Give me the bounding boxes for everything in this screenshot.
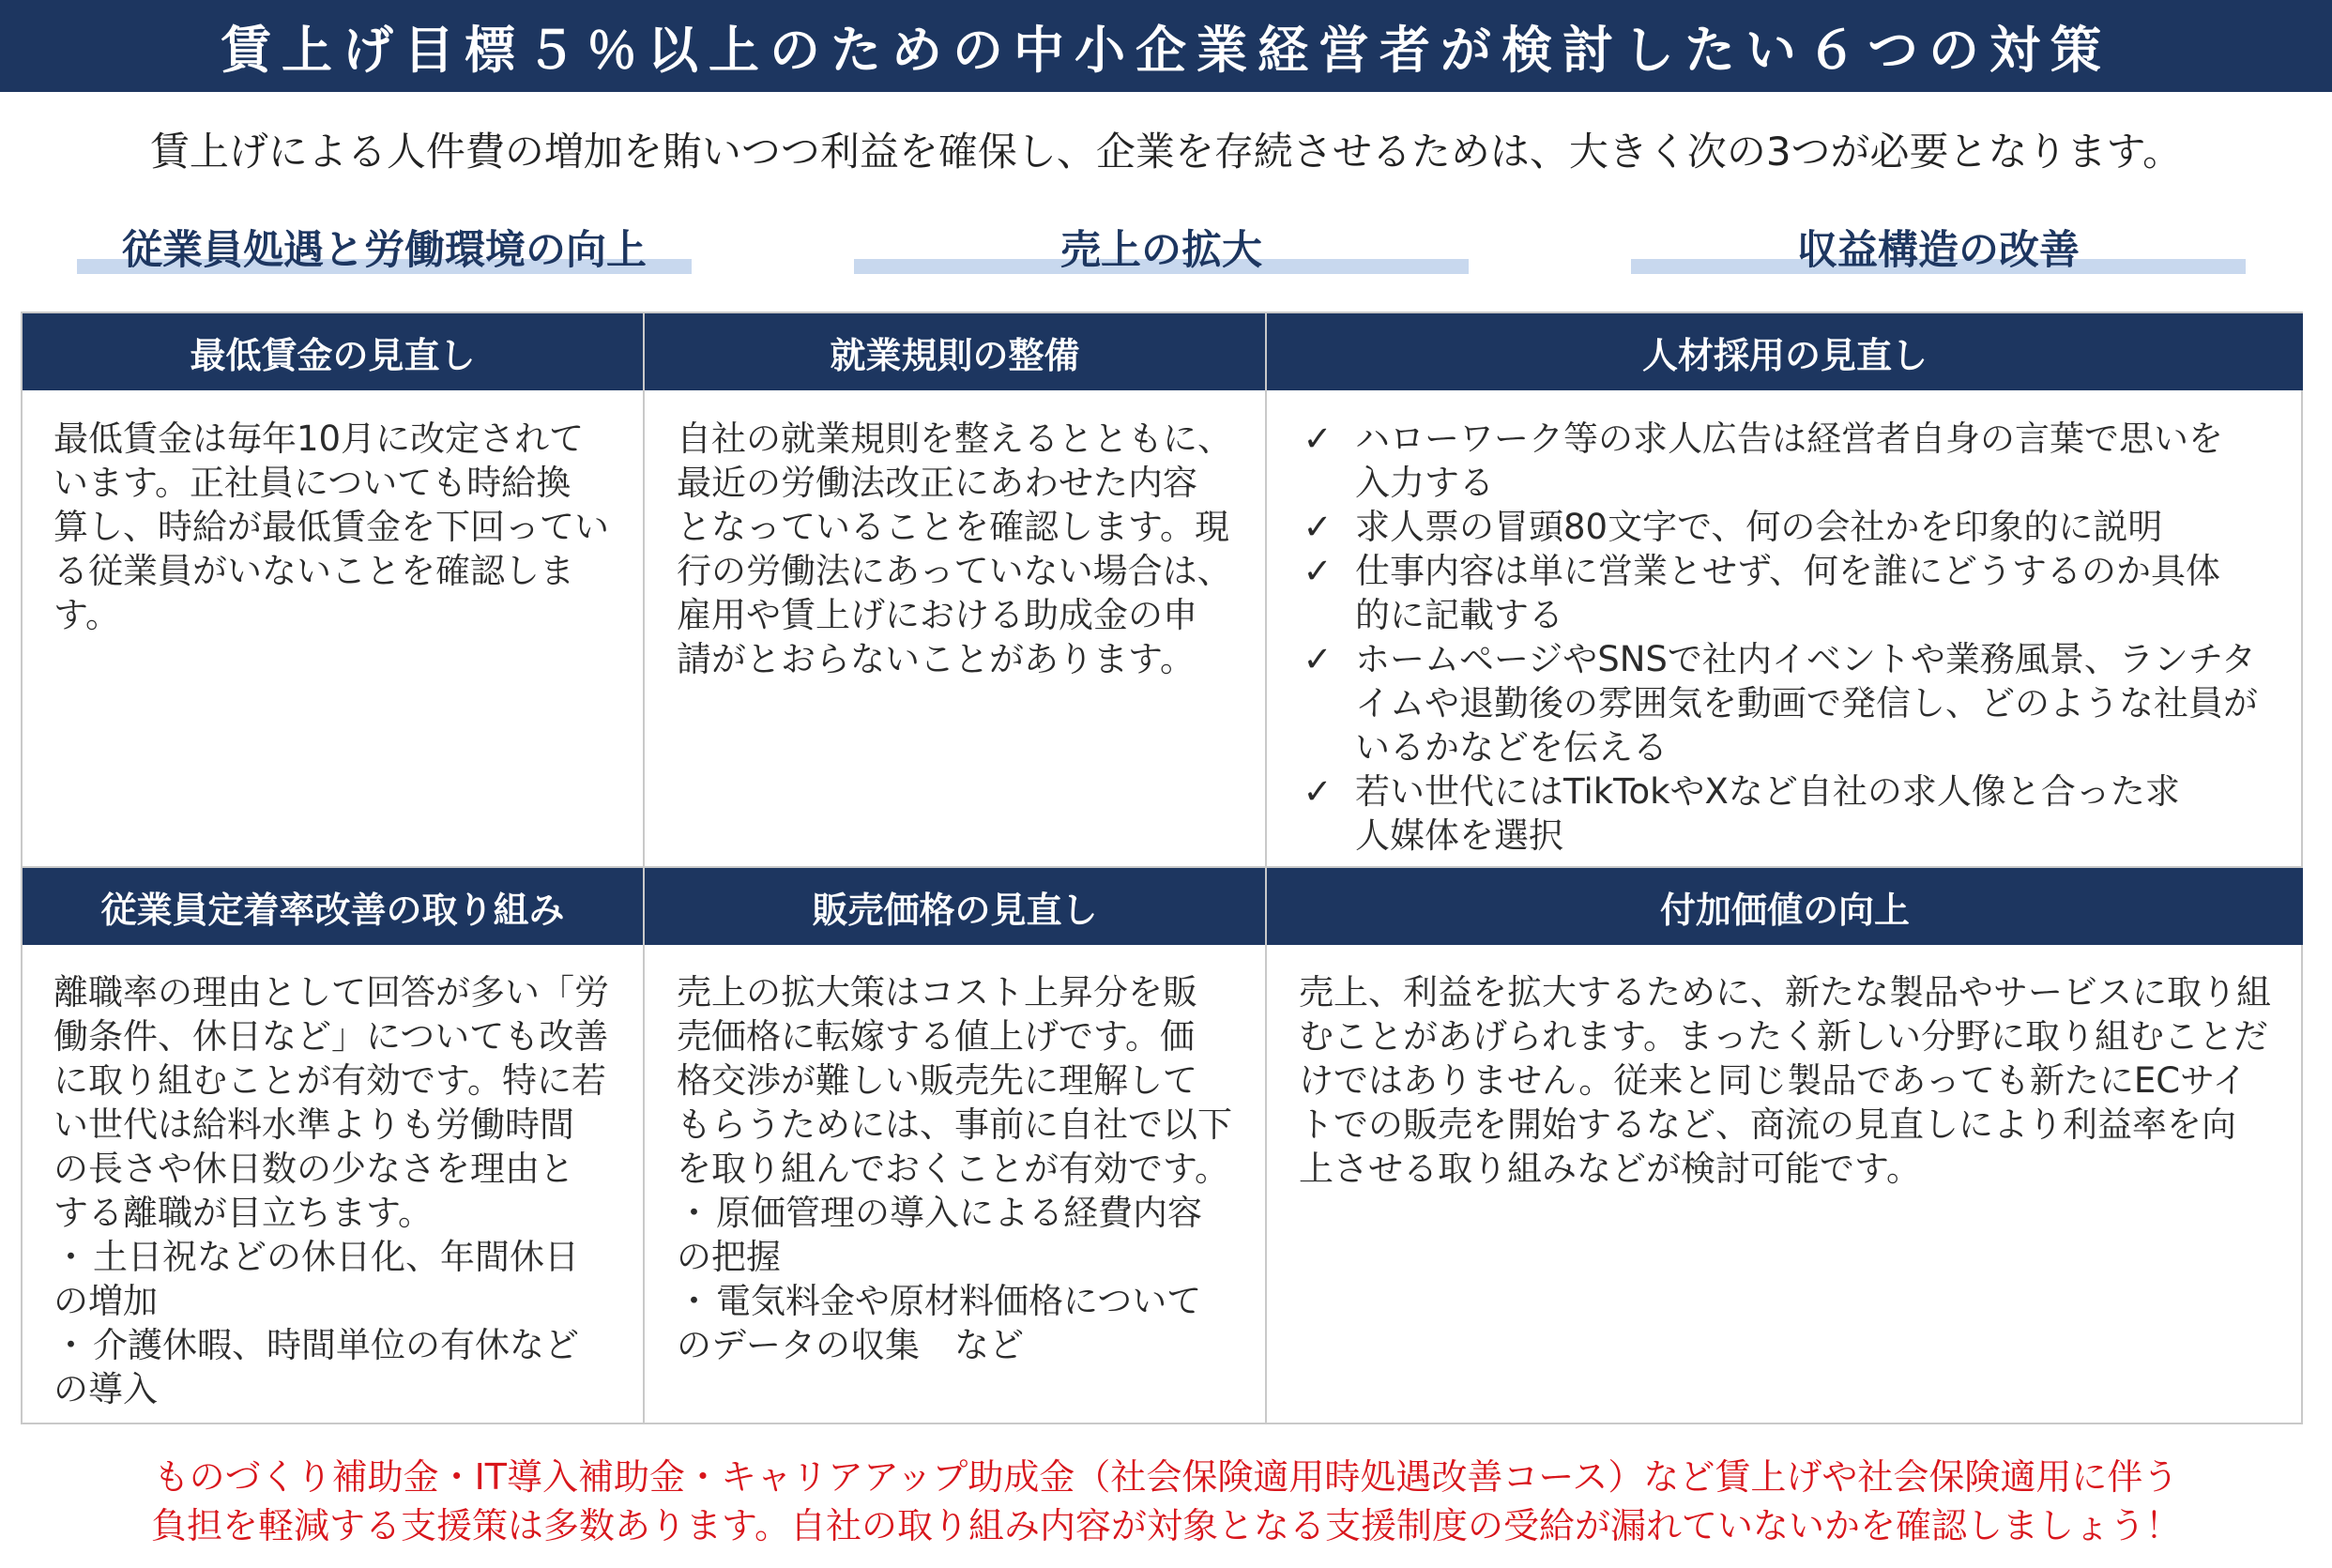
- support-note-line: ものづくり補助金・IT導入補助金・キャリアアップ助成金（社会保険適用時処遇改善コース）など賃上げや社会保険適用に伴う: [153, 1456, 2179, 1498]
- bullet-dot: ・: [677, 1193, 711, 1233]
- bullet-dot: ・: [677, 1281, 711, 1321]
- measures-table: [21, 312, 2303, 1424]
- check-icon: ✓: [1303, 507, 1333, 547]
- check-line: 人媒体を選択: [1355, 815, 1563, 856]
- cell-recruitment: [1299, 417, 2294, 858]
- body-line: の長さや休日数の少なさを理由と: [53, 1149, 574, 1189]
- body-line: 自社の就業規則を整えるとともに、: [677, 419, 1232, 459]
- bullet-continuation: の導入: [53, 1369, 158, 1409]
- body-line: 働条件、休日など」についても改善: [53, 1016, 609, 1057]
- cell-heading: 付加価値の向上: [1267, 868, 2303, 945]
- bullet-continuation: のデータの収集 など: [677, 1325, 1024, 1365]
- pillar-label: 売上の拡大: [1060, 226, 1262, 274]
- body-line: けではありません。従来と同じ製品であっても新たにECサイ: [1299, 1060, 2248, 1101]
- body-line: となっていることを確認します。現: [677, 507, 1230, 547]
- bullet-item: [53, 1235, 635, 1279]
- check-item: [1299, 417, 2294, 505]
- body-line: 最近の労働法改正にあわせた内容: [677, 463, 1197, 503]
- check-list: [1299, 417, 2294, 858]
- body-line: います。正社員についても時給換: [53, 463, 572, 503]
- cell-heading: 人材採用の見直し: [1267, 313, 2303, 390]
- intro-text: 賃上げによる人件費の増加を賄いつつ利益を確保し、企業を存続させるためは、大きく次の3つが必要となります。: [149, 129, 2183, 175]
- body-line: 売価格に転嫁する値上げです。価: [677, 1016, 1196, 1057]
- support-note: [0, 1453, 2332, 1550]
- cell-heading: 販売価格の見直し: [645, 868, 1265, 945]
- bullet-item: [53, 1323, 635, 1367]
- check-line: 若い世代にはTikTokやXなど自社の求人像と合った求: [1355, 771, 2180, 812]
- pillar-sales-expansion: [854, 214, 1469, 280]
- check-line: ホームページやSNSで社内イベントや業務風景、ランチタ: [1355, 639, 2257, 679]
- bullet-continuation: の把握: [677, 1237, 781, 1277]
- cell-pricing: [677, 970, 1258, 1367]
- bullet-item: [677, 1191, 1258, 1235]
- bullet-item: [677, 1279, 1258, 1323]
- body-line: もらうためには、事前に自社で以下: [677, 1104, 1232, 1145]
- check-icon: ✓: [1303, 639, 1333, 679]
- body-line: 算し、時給が最低賃金を下回ってい: [53, 507, 609, 547]
- body-line: に取り組むことが有効です。特に若: [53, 1060, 607, 1101]
- body-line: 上させる取り組みなどが検討可能です。: [1299, 1149, 1922, 1189]
- pillar-label: 従業員処遇と労働環境の向上: [122, 226, 647, 274]
- bullet-text: 電気料金や原材料価格について: [716, 1281, 1202, 1321]
- check-line: 入力する: [1355, 463, 1494, 503]
- body-line: す。: [53, 595, 121, 635]
- check-icon: ✓: [1303, 551, 1333, 591]
- body-line: むことがあげられます。まったく新しい分野に取り組むことだ: [1299, 1016, 2269, 1057]
- check-item: [1299, 637, 2294, 769]
- check-line: イムや退勤後の雰囲気を動画で発信し、どのような社員が: [1355, 683, 2258, 723]
- body-line: 売上、利益を拡大するために、新たな製品やサービスに取り組: [1299, 972, 2271, 1012]
- check-icon: ✓: [1303, 419, 1333, 459]
- bullet-text: 土日祝などの休日化、年間休日: [93, 1237, 579, 1277]
- check-item: [1299, 505, 2294, 549]
- check-line: 的に記載する: [1355, 595, 1563, 635]
- cell-heading: 就業規則の整備: [645, 313, 1265, 390]
- page-title: 賃上げ目標５％以上のための中小企業経営者が検討したい６つの対策: [0, 0, 2332, 92]
- body-line: トでの販売を開始するなど、商流の見直しにより利益率を向: [1299, 1104, 2236, 1145]
- check-icon: ✓: [1303, 771, 1333, 812]
- check-item: [1299, 549, 2294, 637]
- cell-retention: [53, 970, 635, 1411]
- cell-heading: 最低賃金の見直し: [23, 313, 643, 390]
- bullet-continuation: の増加: [53, 1281, 158, 1321]
- bullet-text: 原価管理の導入による経費内容: [716, 1193, 1202, 1233]
- body-line: 格交渉が難しい販売先に理解して: [677, 1060, 1197, 1101]
- cell-added-value: [1299, 970, 2294, 1191]
- pillar-profit-structure: [1631, 214, 2246, 280]
- bullet-text: 介護休暇、時間単位の有休など: [93, 1325, 579, 1365]
- body-line: 請がとおらないことがあります。: [677, 639, 1196, 679]
- body-line: る従業員がいないことを確認しま: [53, 551, 574, 591]
- body-line: い世代は給料水準よりも労働時間: [53, 1104, 574, 1145]
- pillar-label: 収益構造の改善: [1797, 226, 2080, 274]
- bullet-dot: ・: [53, 1237, 88, 1277]
- body-line: 雇用や賃上げにおける助成金の申: [677, 595, 1197, 635]
- body-line: 最低賃金は毎年10月に改定されて: [53, 419, 585, 459]
- check-line: 仕事内容は単に営業とせず、何を誰にどうするのか具体: [1355, 551, 2221, 591]
- body-line: 離職率の理由として回答が多い「労: [53, 972, 609, 1012]
- body-line: 売上の拡大策はコスト上昇分を販: [677, 972, 1197, 1012]
- pillar-employee-treatment: [77, 214, 692, 280]
- check-line: 求人票の冒頭80文字で、何の会社かを印象的に説明: [1355, 507, 2163, 547]
- body-line: を取り組んでおくことが有効です。: [677, 1149, 1230, 1189]
- support-note-line: 負担を軽減する支援策は多数あります。自社の取り組み内容が対象となる支援制度の受給が漏れていないかを確認しましょう！: [151, 1505, 2181, 1546]
- bullet-dot: ・: [53, 1325, 88, 1365]
- cell-minimum-wage: [53, 417, 635, 637]
- check-item: [1299, 769, 2294, 858]
- body-line: する離職が目立ちます。: [53, 1193, 434, 1233]
- body-line: 行の労働法にあっていない場合は、: [677, 551, 1232, 591]
- check-line: ハローワーク等の求人広告は経営者自身の言葉で思いを: [1355, 419, 2223, 459]
- check-line: いるかなどを伝える: [1355, 727, 1668, 768]
- cell-heading: 従業員定着率改善の取り組み: [23, 868, 643, 945]
- cell-work-rules: [677, 417, 1258, 681]
